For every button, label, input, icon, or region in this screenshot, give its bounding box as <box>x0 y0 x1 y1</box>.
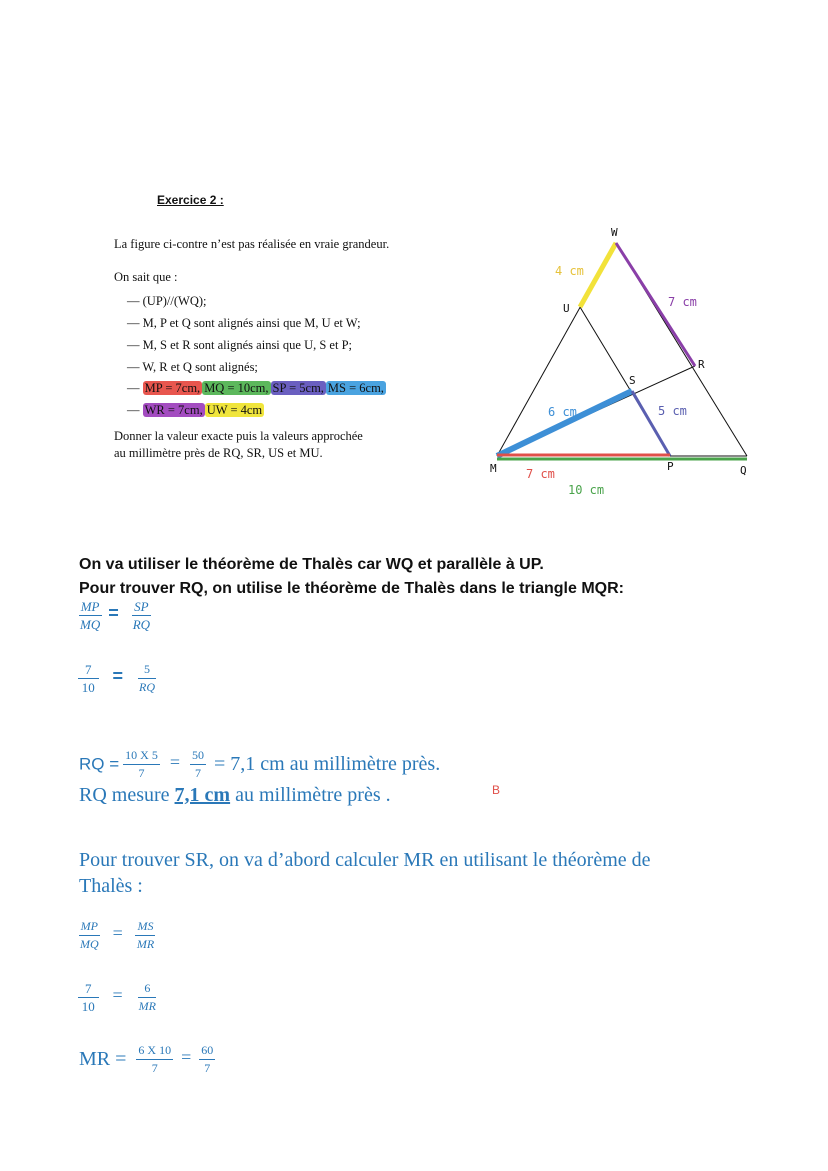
known-item-4: — W, R et Q sont alignés; <box>127 360 258 374</box>
sr-intro-line-2: Thalès : <box>79 875 143 897</box>
rq-computation: RQ = $\frac{10 X 5}{7}$ = $\frac{50}{7}$ = 7,1 cm au millimètre près. <box>79 748 441 780</box>
fraction-equation-1: $\frac{MP}{MQ}$ = $\frac{SP}{RQ}$ <box>80 599 151 632</box>
highlight-mp: MP = 7cm, <box>144 381 201 395</box>
label-wr: 7 cm <box>668 295 697 309</box>
segment-uw-highlight <box>580 243 616 307</box>
highlight-uw: UW = 4cm <box>206 403 263 417</box>
point-q-label: Q <box>740 464 747 477</box>
point-s-label: S <box>629 374 636 387</box>
thales-figure <box>470 215 770 505</box>
label-ms: 6 cm <box>548 405 577 419</box>
point-r-label: R <box>698 358 705 371</box>
label-sp: 5 cm <box>658 404 687 418</box>
fraction-equation-4: $\frac{7}{10}$ = $\frac{6}{MR}$ <box>78 980 158 1015</box>
exercise-intro: La figure ci-contre n’est pas réalisée en vraie grandeur. <box>114 237 390 251</box>
known-item-3: — M, S et R sont alignés ainsi que U, S et P; <box>127 338 352 352</box>
solution-line-2: Pour trouver RQ, on utilise le théorème de Thalès dans le triangle MQR: <box>79 580 624 597</box>
highlight-ms: MS = 6cm, <box>327 381 384 395</box>
mr-computation: MR = $\frac{6 X 10}{7}$ = $\frac{60}{7}$ <box>79 1043 214 1075</box>
known-lengths-2: — WR = 7cm, UW = 4cm <box>127 403 263 417</box>
sr-intro-line-1: Pour trouver SR, on va d’abord calculer MR en utilisant le théorème de <box>79 849 651 871</box>
label-mq: 10 cm <box>568 483 605 497</box>
segment-sp-highlight <box>632 391 670 456</box>
highlight-sp: SP = 5cm, <box>272 381 324 395</box>
known-item-2: — M, P et Q sont alignés ainsi que M, U et W; <box>127 316 361 330</box>
question-line-2: au millimètre près de RQ, SR, US et MU. <box>114 446 323 460</box>
fraction-equation-3: $\frac{MP}{MQ}$ = $\frac{MS}{MR}$ <box>80 919 155 951</box>
exercise-title: Exercice 2 : <box>157 193 224 207</box>
known-heading: On sait que : <box>114 270 178 284</box>
highlight-wr: WR = 7cm, <box>144 403 203 417</box>
point-m-label: M <box>490 462 497 475</box>
point-p-label: P <box>667 460 674 473</box>
segment-ms-highlight <box>497 391 632 456</box>
point-u-label: U <box>563 302 570 315</box>
known-item-1: — (UP)//(WQ); <box>127 294 207 308</box>
margin-mark: B <box>492 783 501 797</box>
fraction-equation-2: $\frac{7}{10}$ = $\frac{5}{RQ}$ <box>78 661 157 696</box>
label-mp: 7 cm <box>526 467 555 481</box>
label-uw: 4 cm <box>555 264 584 278</box>
solution-line-1: On va utiliser le théorème de Thalès car WQ et parallèle à UP. <box>79 556 544 573</box>
rq-measure: RQ mesure 7,1 cm au millimètre près . <box>79 784 391 806</box>
highlight-mq: MQ = 10cm, <box>204 381 269 395</box>
question-line-1: Donner la valeur exacte puis la valeurs approchée <box>114 429 363 443</box>
point-w-label: W <box>611 226 618 239</box>
known-lengths-1: — MP = 7cm, MQ = 10cm, SP = 5cm, MS = 6cm, <box>127 381 384 395</box>
